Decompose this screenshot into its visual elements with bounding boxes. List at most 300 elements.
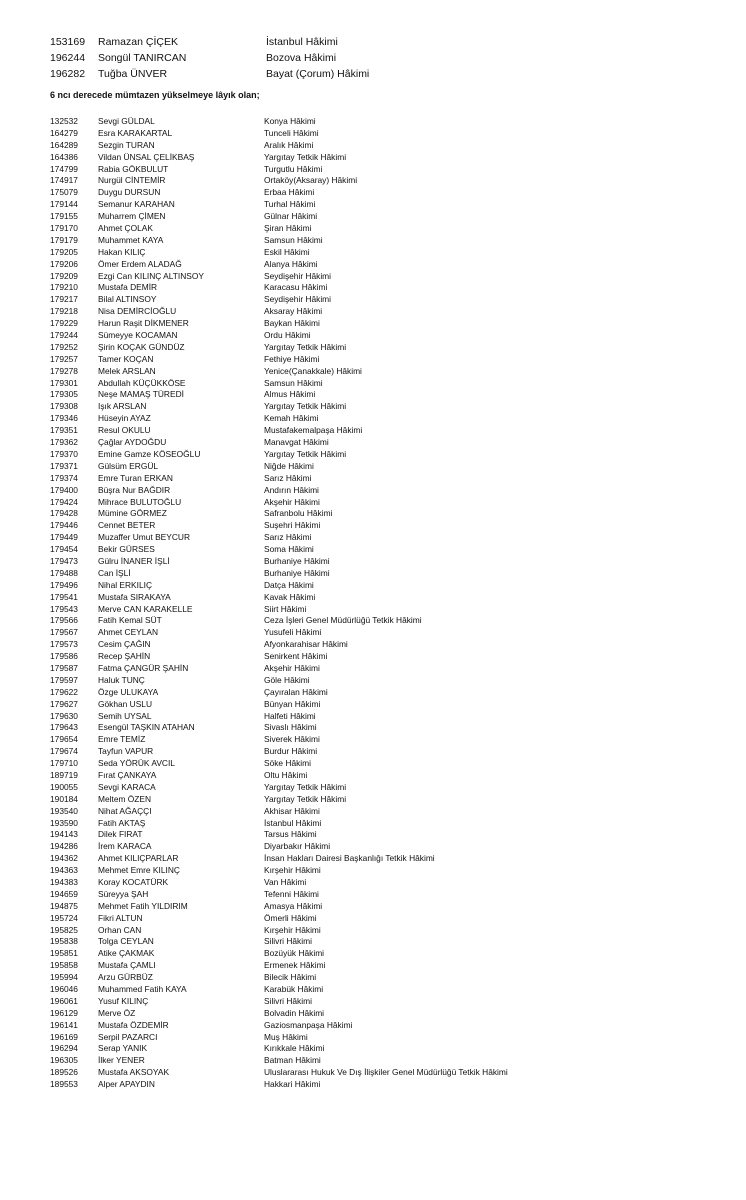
person-name: Ramazan ÇİÇEK bbox=[98, 36, 178, 48]
person-name: Esra KARAKARTAL bbox=[98, 127, 173, 138]
position-title: Turgutlu Hâkimi bbox=[264, 163, 323, 174]
registry-number: 179257 bbox=[50, 353, 78, 364]
person-name: Tayfun VAPUR bbox=[98, 746, 154, 757]
position-title: Batman Hâkimi bbox=[264, 1055, 321, 1066]
list-row bbox=[50, 806, 710, 818]
person-name: Fikri ALTUN bbox=[98, 912, 143, 923]
registry-number: 179630 bbox=[50, 710, 78, 721]
registry-number: 196294 bbox=[50, 1043, 78, 1054]
list-row bbox=[50, 734, 710, 746]
position-title: Halfeti Hâkimi bbox=[264, 710, 316, 721]
registry-number: 193590 bbox=[50, 817, 78, 828]
registry-number: 175079 bbox=[50, 187, 78, 198]
list-row bbox=[50, 354, 710, 366]
list-row bbox=[50, 746, 710, 758]
list-row bbox=[50, 330, 710, 342]
position-title: Tunceli Hâkimi bbox=[264, 127, 319, 138]
list-row bbox=[50, 211, 710, 223]
person-name: Alper APAYDIN bbox=[98, 1079, 155, 1090]
position-title: Afyonkarahisar Hâkimi bbox=[264, 639, 348, 650]
list-row bbox=[50, 140, 710, 152]
registry-number: 174917 bbox=[50, 175, 78, 186]
person-name: Nurgül CİNTEMİR bbox=[98, 175, 166, 186]
position-title: İstanbul Hâkimi bbox=[266, 36, 338, 48]
registry-number: 179351 bbox=[50, 425, 78, 436]
registry-number: 179543 bbox=[50, 603, 78, 614]
person-name: Muhammed Fatih KAYA bbox=[98, 984, 187, 995]
list-row bbox=[50, 508, 710, 520]
registry-number: 179308 bbox=[50, 401, 78, 412]
person-name: Nisa DEMİRCİOĞLU bbox=[98, 306, 177, 317]
section-heading: 6 ncı derecede mümtazen yükselmeye lâyık olan; bbox=[50, 90, 260, 100]
list-row bbox=[50, 1008, 710, 1020]
person-name: Mustafa ÖZDEMİR bbox=[98, 1019, 169, 1030]
list-row bbox=[50, 782, 710, 794]
registry-number: 164386 bbox=[50, 151, 78, 162]
person-name: Orhan CAN bbox=[98, 924, 142, 935]
person-name: Gülsüm ERGÜL bbox=[98, 460, 159, 471]
registry-number: 195825 bbox=[50, 924, 78, 935]
registry-number: 179362 bbox=[50, 437, 78, 448]
registry-number: 132532 bbox=[50, 116, 78, 126]
registry-number: 193540 bbox=[50, 805, 78, 816]
list-row bbox=[50, 437, 710, 449]
position-title: Yargıtay Tetkik Hâkimi bbox=[264, 341, 347, 352]
list-row bbox=[50, 128, 710, 140]
person-name: Mümine GÖRMEZ bbox=[98, 508, 167, 519]
list-row bbox=[50, 913, 710, 925]
registry-number: 196061 bbox=[50, 995, 78, 1006]
registry-number: 179597 bbox=[50, 674, 78, 685]
person-name: Muhammet KAYA bbox=[98, 234, 164, 245]
registry-number: 194383 bbox=[50, 877, 78, 887]
registry-number: 179622 bbox=[50, 686, 78, 697]
position-title: Yargıtay Tetkik Hâkimi bbox=[264, 793, 347, 804]
list-row bbox=[50, 187, 710, 199]
person-name: Arzu GÜRBÜZ bbox=[98, 972, 153, 983]
list-row bbox=[50, 1020, 710, 1032]
registry-number: 164279 bbox=[50, 127, 78, 138]
registry-number: 179179 bbox=[50, 234, 78, 245]
person-name: Vildan ÜNSAL ÇELİKBAŞ bbox=[98, 151, 195, 162]
position-title: Siverek Hâkimi bbox=[264, 734, 320, 745]
person-name: Neşe MAMAŞ TÜREDİ bbox=[98, 389, 184, 400]
list-row bbox=[50, 152, 710, 164]
registry-number: 194363 bbox=[50, 865, 78, 876]
registry-number: 196305 bbox=[50, 1055, 78, 1066]
position-title: Kavak Hâkimi bbox=[264, 591, 316, 602]
person-name: İrem KARACA bbox=[98, 841, 152, 852]
registry-number: 179473 bbox=[50, 555, 78, 566]
person-name: Fatih AKTAŞ bbox=[98, 817, 146, 828]
position-title: Yenice(Çanakkale) Hâkimi bbox=[264, 365, 362, 376]
registry-number: 196169 bbox=[50, 1031, 78, 1042]
registry-number: 179587 bbox=[50, 662, 78, 673]
registry-number: 179244 bbox=[50, 330, 78, 341]
list-row bbox=[50, 889, 710, 901]
list-row bbox=[50, 592, 710, 604]
position-title: Çayıralan Hâkimi bbox=[264, 686, 328, 697]
list-row bbox=[50, 66, 710, 82]
person-name: Özge ULUKAYA bbox=[98, 686, 159, 697]
person-name: Can İŞLİ bbox=[98, 567, 131, 578]
position-title: Erbaa Hâkimi bbox=[264, 187, 315, 198]
list-row bbox=[50, 960, 710, 972]
registry-number: 196244 bbox=[50, 52, 86, 64]
person-name: Ahmet CEYLAN bbox=[98, 627, 159, 638]
position-title: Soma Hâkimi bbox=[264, 544, 314, 555]
registry-number: 179541 bbox=[50, 591, 78, 602]
position-title: Manavgat Hâkimi bbox=[264, 437, 329, 448]
registry-number: 179374 bbox=[50, 472, 78, 483]
list-row bbox=[50, 366, 710, 378]
registry-number: 179627 bbox=[50, 698, 78, 709]
list-row bbox=[50, 853, 710, 865]
list-row bbox=[50, 687, 710, 699]
person-name: Çağlar AYDOĞDU bbox=[98, 437, 167, 448]
list-row bbox=[50, 818, 710, 830]
position-title: Samsun Hâkimi bbox=[264, 377, 323, 388]
person-name: Sümeyye KOCAMAN bbox=[98, 330, 178, 341]
registry-number: 153169 bbox=[50, 36, 86, 48]
registry-number: 179210 bbox=[50, 282, 78, 293]
registry-number: 194659 bbox=[50, 888, 78, 899]
registry-number: 179371 bbox=[50, 460, 78, 471]
registry-number: 179305 bbox=[50, 389, 78, 400]
list-row bbox=[50, 425, 710, 437]
registry-number: 179454 bbox=[50, 544, 78, 555]
list-row bbox=[50, 722, 710, 734]
person-name: Nihat AĞAÇÇI bbox=[98, 805, 152, 816]
person-name: Dilek FIRAT bbox=[98, 829, 143, 840]
position-title: Kemah Hâkimi bbox=[264, 413, 319, 424]
list-row bbox=[50, 675, 710, 687]
registry-number: 179586 bbox=[50, 651, 78, 662]
registry-number: 179217 bbox=[50, 294, 78, 305]
registry-number: 196141 bbox=[50, 1019, 78, 1030]
position-title: Seydişehir Hâkimi bbox=[264, 270, 332, 281]
position-title: Burhaniye Hâkimi bbox=[264, 567, 330, 578]
position-title: Mustafakemalpaşa Hâkimi bbox=[264, 425, 363, 436]
registry-number: 179573 bbox=[50, 639, 78, 650]
person-name: Ezgi Can KILINÇ ALTINSOY bbox=[98, 270, 204, 281]
list-row bbox=[50, 378, 710, 390]
list-row bbox=[50, 223, 710, 235]
list-row bbox=[50, 1067, 710, 1079]
list-row bbox=[50, 497, 710, 509]
registry-number: 179567 bbox=[50, 627, 78, 638]
list-row bbox=[50, 1043, 710, 1055]
registry-number: 179488 bbox=[50, 567, 78, 578]
list-row bbox=[50, 485, 710, 497]
registry-number: 179449 bbox=[50, 532, 78, 543]
registry-number: 179209 bbox=[50, 270, 78, 281]
registry-number: 179496 bbox=[50, 579, 78, 590]
position-title: Suşehri Hâkimi bbox=[264, 520, 321, 531]
list-row bbox=[50, 699, 710, 711]
registry-number: 179424 bbox=[50, 496, 78, 507]
position-title: Ömerli Hâkimi bbox=[264, 912, 317, 923]
person-name: Fatma ÇANGÜR ŞAHİN bbox=[98, 662, 189, 673]
position-title: Göle Hâkimi bbox=[264, 674, 310, 685]
person-name: Mehmet Fatih YILDIRIM bbox=[98, 900, 188, 911]
position-title: Sarız Hâkimi bbox=[264, 472, 312, 483]
position-title: Akşehir Hâkimi bbox=[264, 662, 320, 673]
list-row bbox=[50, 294, 710, 306]
registry-number: 196129 bbox=[50, 1007, 78, 1018]
position-title: Konya Hâkimi bbox=[264, 116, 316, 126]
person-name: Seda YÖRÜK AVCIL bbox=[98, 758, 175, 769]
registry-number: 179674 bbox=[50, 746, 78, 757]
position-title: Diyarbakır Hâkimi bbox=[264, 841, 331, 852]
position-title: Yusufeli Hâkimi bbox=[264, 627, 322, 638]
list-row bbox=[50, 1079, 710, 1091]
position-title: İstanbul Hâkimi bbox=[264, 817, 322, 828]
registry-number: 179155 bbox=[50, 211, 78, 222]
person-name: Haluk TUNÇ bbox=[98, 674, 145, 685]
person-name: Şirin KOÇAK GÜNDÜZ bbox=[98, 341, 185, 352]
position-title: Gülnar Hâkimi bbox=[264, 211, 318, 222]
list-row bbox=[50, 401, 710, 413]
person-name: Songül TANIRCAN bbox=[98, 52, 187, 64]
list-row bbox=[50, 996, 710, 1008]
list-row bbox=[50, 984, 710, 996]
position-title: Amasya Hâkimi bbox=[264, 900, 323, 911]
list-row bbox=[50, 473, 710, 485]
position-title: Akhisar Hâkimi bbox=[264, 805, 320, 816]
person-name: Mustafa ÇAMLI bbox=[98, 960, 156, 971]
registry-number: 179301 bbox=[50, 377, 78, 388]
registry-number: 174799 bbox=[50, 163, 78, 174]
position-title: Almus Hâkimi bbox=[264, 389, 316, 400]
position-title: Alanya Hâkimi bbox=[264, 258, 318, 269]
position-title: Kırşehir Hâkimi bbox=[264, 865, 321, 876]
list-row bbox=[50, 259, 710, 271]
person-name: Sezgin TURAN bbox=[98, 139, 155, 150]
position-title: Silivri Hâkimi bbox=[264, 936, 312, 947]
position-title: Uluslararası Hukuk Ve Dış İlişkiler Genel Müdürlüğü Tetkik Hâkimi bbox=[264, 1067, 508, 1078]
registry-number: 179252 bbox=[50, 341, 78, 352]
registry-number: 179710 bbox=[50, 758, 78, 769]
list-row bbox=[50, 568, 710, 580]
person-name: Emre Turan ERKAN bbox=[98, 472, 173, 483]
position-title: Ceza İşleri Genel Müdürlüğü Tetkik Hâkimi bbox=[264, 615, 422, 626]
registry-number: 179346 bbox=[50, 413, 78, 424]
position-title: Siirt Hâkimi bbox=[264, 603, 307, 614]
position-title: Bünyan Hâkimi bbox=[264, 698, 321, 709]
position-title: Ermenek Hâkimi bbox=[264, 960, 326, 971]
position-title: Seydişehir Hâkimi bbox=[264, 294, 332, 305]
list-row bbox=[50, 271, 710, 283]
person-name: Fırat ÇANKAYA bbox=[98, 769, 157, 780]
registry-number: 194143 bbox=[50, 829, 78, 840]
person-name: Rabia GÖKBULUT bbox=[98, 163, 169, 174]
person-name: Ahmet ÇOLAK bbox=[98, 223, 153, 234]
person-name: Sevgi KARACA bbox=[98, 781, 156, 792]
registry-number: 190184 bbox=[50, 793, 78, 804]
list-row bbox=[50, 794, 710, 806]
person-name: Merve ÖZ bbox=[98, 1007, 136, 1018]
position-title: Aksaray Hâkimi bbox=[264, 306, 323, 317]
person-name: Recep ŞAHİN bbox=[98, 651, 151, 662]
position-title: Ordu Hâkimi bbox=[264, 330, 311, 341]
position-title: Kırşehir Hâkimi bbox=[264, 924, 321, 935]
position-title: Aralık Hâkimi bbox=[264, 139, 314, 150]
person-name: Mihrace BULUTOĞLU bbox=[98, 496, 182, 507]
person-name: Merve CAN KARAKELLE bbox=[98, 603, 193, 614]
registry-number: 189719 bbox=[50, 769, 78, 780]
registry-number: 179566 bbox=[50, 615, 78, 626]
position-title: Samsun Hâkimi bbox=[264, 234, 323, 245]
list-row bbox=[50, 841, 710, 853]
person-name: Hüseyin AYAZ bbox=[98, 413, 151, 424]
person-name: Muharrem ÇİMEN bbox=[98, 211, 166, 222]
list-row bbox=[50, 615, 710, 627]
registry-number: 195724 bbox=[50, 912, 78, 923]
person-name: Melek ARSLAN bbox=[98, 365, 156, 376]
position-title: Karabük Hâkimi bbox=[264, 984, 324, 995]
list-row bbox=[50, 116, 710, 128]
position-title: Sivaslı Hâkimi bbox=[264, 722, 317, 733]
person-name: Serpil PAZARCI bbox=[98, 1031, 158, 1042]
position-title: Gaziosmanpaşa Hâkimi bbox=[264, 1019, 353, 1030]
position-title: Bolvadin Hâkimi bbox=[264, 1007, 325, 1018]
position-title: Bozova Hâkimi bbox=[266, 52, 337, 64]
registry-number: 195851 bbox=[50, 948, 78, 959]
list-row bbox=[50, 164, 710, 176]
list-row bbox=[50, 972, 710, 984]
person-name: Bekir GÜRSES bbox=[98, 544, 155, 555]
registry-number: 195994 bbox=[50, 972, 78, 983]
list-row bbox=[50, 948, 710, 960]
list-row bbox=[50, 865, 710, 877]
person-name: Büşra Nur BAĞDIR bbox=[98, 484, 171, 495]
position-title: Akşehir Hâkimi bbox=[264, 496, 320, 507]
list-row bbox=[50, 34, 710, 50]
person-name: Serap YANIK bbox=[98, 1043, 148, 1054]
list-row bbox=[50, 342, 710, 354]
position-title: Ortaköy(Aksaray) Hâkimi bbox=[264, 175, 358, 186]
person-name: Işık ARSLAN bbox=[98, 401, 147, 412]
position-title: Şiran Hâkimi bbox=[264, 223, 312, 234]
person-name: Duygu DURSUN bbox=[98, 187, 161, 198]
registry-number: 195858 bbox=[50, 960, 78, 971]
position-title: Karacasu Hâkimi bbox=[264, 282, 328, 293]
person-name: Semih UYSAL bbox=[98, 710, 152, 721]
list-row bbox=[50, 925, 710, 937]
position-title: Burdur Hâkimi bbox=[264, 746, 318, 757]
registry-number: 179218 bbox=[50, 306, 78, 317]
registry-number: 179229 bbox=[50, 318, 78, 329]
person-name: Esengül TAŞKIN ATAHAN bbox=[98, 722, 195, 733]
list-row bbox=[50, 651, 710, 663]
person-name: Nihal ERKILIÇ bbox=[98, 579, 152, 590]
position-title: Yargıtay Tetkik Hâkimi bbox=[264, 401, 347, 412]
person-name: Hakan KILIÇ bbox=[98, 246, 146, 257]
list-row bbox=[50, 544, 710, 556]
list-row bbox=[50, 604, 710, 616]
registry-number: 194362 bbox=[50, 853, 78, 864]
person-name: İlker YENER bbox=[98, 1055, 145, 1066]
person-name: Muzaffer Umut BEYCUR bbox=[98, 532, 190, 543]
registry-number: 190055 bbox=[50, 781, 78, 792]
person-name: Meltem ÖZEN bbox=[98, 793, 152, 804]
person-name: Harun Raşit DİKMENER bbox=[98, 318, 189, 329]
person-name: Cennet BETER bbox=[98, 520, 156, 531]
list-row bbox=[50, 532, 710, 544]
registry-number: 179428 bbox=[50, 508, 78, 519]
position-title: Söke Hâkimi bbox=[264, 758, 312, 769]
position-title: Burhaniye Hâkimi bbox=[264, 555, 330, 566]
position-title: Andırın Hâkimi bbox=[264, 484, 319, 495]
position-title: Yargıtay Tetkik Hâkimi bbox=[264, 781, 347, 792]
top-name-list bbox=[50, 34, 710, 82]
position-title: Van Hâkimi bbox=[264, 877, 307, 887]
list-row bbox=[50, 318, 710, 330]
registry-number: 179170 bbox=[50, 223, 78, 234]
list-row bbox=[50, 663, 710, 675]
position-title: Hakkari Hâkimi bbox=[264, 1079, 321, 1090]
list-row bbox=[50, 50, 710, 66]
position-title: Tefenni Hâkimi bbox=[264, 888, 319, 899]
position-title: İnsan Hakları Dairesi Başkanlığı Tetkik Hâkimi bbox=[264, 853, 435, 864]
registry-number: 194286 bbox=[50, 841, 78, 852]
registry-number: 164289 bbox=[50, 139, 78, 150]
person-name: Süreyya ŞAH bbox=[98, 888, 149, 899]
position-title: Sarız Hâkimi bbox=[264, 532, 312, 543]
list-row bbox=[50, 247, 710, 259]
position-title: Muş Hâkimi bbox=[264, 1031, 308, 1042]
person-name: Cesim ÇAĞIN bbox=[98, 639, 151, 650]
person-name: Gülru İNANER İŞLİ bbox=[98, 555, 170, 566]
person-name: Emre TEMİZ bbox=[98, 734, 146, 745]
registry-number: 196046 bbox=[50, 984, 78, 995]
registry-number: 179206 bbox=[50, 258, 78, 269]
list-row bbox=[50, 770, 710, 782]
registry-number: 179643 bbox=[50, 722, 78, 733]
position-title: Safranbolu Hâkimi bbox=[264, 508, 333, 519]
person-name: Ömer Erdem ALADAĞ bbox=[98, 258, 182, 269]
registry-number: 179278 bbox=[50, 365, 78, 376]
list-row bbox=[50, 580, 710, 592]
list-row bbox=[50, 758, 710, 770]
list-row bbox=[50, 282, 710, 294]
person-name: Mustafa AKSOYAK bbox=[98, 1067, 170, 1078]
registry-number: 179144 bbox=[50, 199, 78, 210]
person-name: Resul OKULU bbox=[98, 425, 151, 436]
position-title: Tarsus Hâkimi bbox=[264, 829, 317, 840]
list-row bbox=[50, 901, 710, 913]
person-name: Atike ÇAKMAK bbox=[98, 948, 155, 959]
person-name: Bilal ALTINSOY bbox=[98, 294, 157, 305]
list-row bbox=[50, 235, 710, 247]
registry-number: 196282 bbox=[50, 68, 86, 80]
list-row bbox=[50, 556, 710, 568]
list-row bbox=[50, 1055, 710, 1067]
person-name: Mustafa DEMİR bbox=[98, 282, 158, 293]
registry-number: 179205 bbox=[50, 246, 78, 257]
person-name: Emine Gamze KÖSEOĞLU bbox=[98, 448, 201, 459]
list-row bbox=[50, 711, 710, 723]
person-name: Mehmet Emre KILINÇ bbox=[98, 865, 180, 876]
person-name: Abdullah KÜÇÜKKÖSE bbox=[98, 377, 186, 388]
list-row bbox=[50, 306, 710, 318]
position-title: Turhal Hâkimi bbox=[264, 199, 316, 210]
list-row bbox=[50, 199, 710, 211]
list-row bbox=[50, 829, 710, 841]
position-title: Bilecik Hâkimi bbox=[264, 972, 317, 983]
person-name: Tamer KOÇAN bbox=[98, 353, 154, 364]
